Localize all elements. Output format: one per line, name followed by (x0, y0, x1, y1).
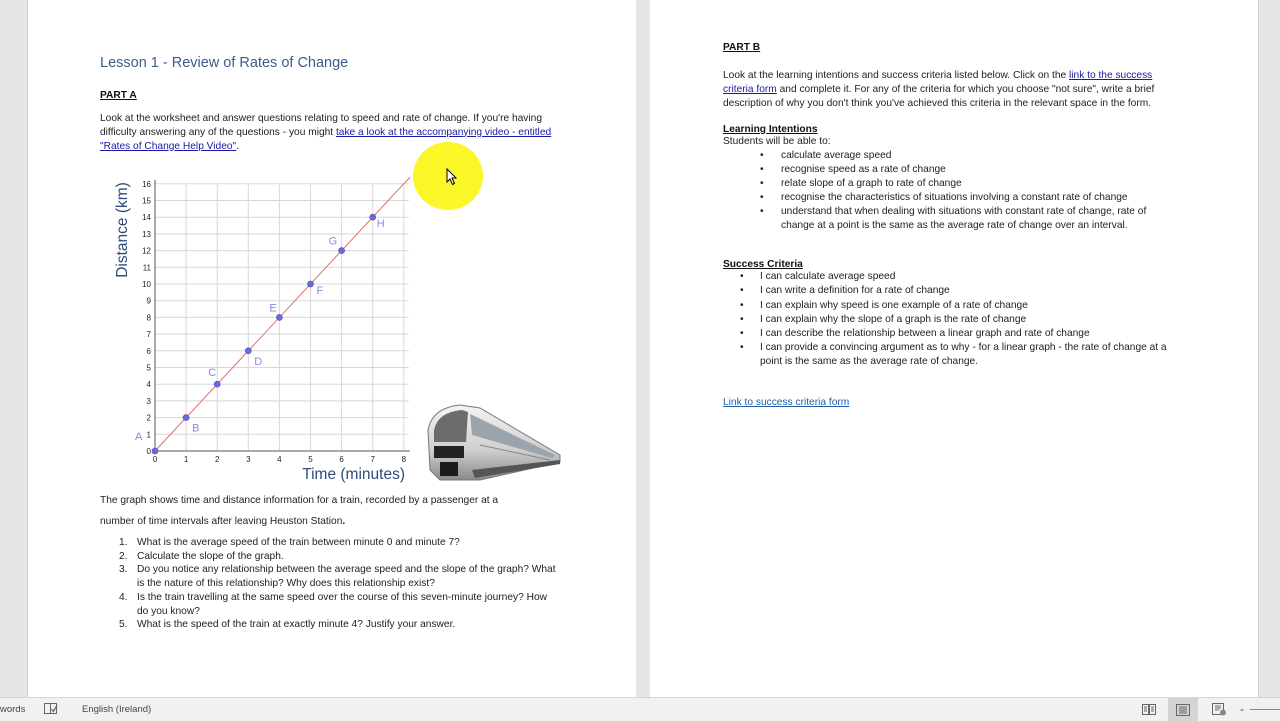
question-item (100, 563, 560, 590)
question-item (100, 618, 560, 632)
question-item (100, 536, 560, 550)
graph-description-text: number of time intervals after leaving Heuston Station (100, 516, 343, 527)
x-tick-label: 6 (339, 455, 344, 464)
question-text: Do you notice any relationship between the average speed and the slope of the graph? What is the nature of this relationship? Why does this relationship exist? (137, 564, 556, 590)
zoom-slider[interactable] (1250, 709, 1280, 710)
language-indicator[interactable]: English (Ireland) (82, 704, 152, 715)
data-point-H (370, 214, 376, 220)
question-text: Is the train travelling at the same speed over the course of this seven-minute journey? How do you know? (137, 591, 547, 617)
learning-intention-text: recognise speed as a rate of change (781, 163, 946, 175)
success-criterion-item (740, 270, 1180, 284)
learning-intention-text: recognise the characteristics of situations involving a constant rate of change (781, 192, 1128, 204)
intro-text-end: and complete it. For any of the criteria for which you choose "not sure", write a brief description of why you don't think you've achieved this criteria in the relevant space in the form. (723, 83, 1155, 109)
y-tick-label: 1 (146, 430, 151, 440)
success-criterion-text: I can calculate average speed (760, 271, 896, 283)
word-count[interactable]: words (0, 704, 26, 715)
data-point-A (152, 448, 158, 454)
learning-intention-text: calculate average speed (781, 149, 892, 161)
status-bar (0, 697, 1280, 721)
y-tick-label: 16 (142, 179, 151, 189)
web-layout-icon[interactable] (1204, 698, 1234, 721)
intro-text-end: . (236, 140, 240, 152)
data-point-label: C (208, 367, 217, 380)
graph-description (100, 490, 570, 532)
y-tick-label: 3 (146, 396, 151, 406)
graph-description-period: . (342, 516, 346, 527)
x-axis-label: Time (minutes) (302, 466, 405, 483)
page-title: Lesson 1 - Review of Rates of Change (100, 55, 349, 71)
y-tick-label: 0 (146, 447, 151, 456)
learning-intentions-list (760, 149, 1175, 234)
print-layout-icon[interactable] (1168, 698, 1198, 721)
success-criterion-item (740, 341, 1180, 369)
chart-ticks (142, 180, 406, 464)
proofing-check-icon[interactable] (44, 702, 58, 718)
learning-intentions-lead: Students will be able to: (723, 136, 831, 147)
bullet-icon: • (740, 313, 744, 325)
help-video-link[interactable]: take a look at the accompanying video - entitled "Rates of Change Help Video" (100, 126, 552, 152)
bullet-icon: • (740, 341, 744, 353)
question-number: 1. (119, 537, 128, 548)
y-tick-label: 5 (146, 363, 151, 373)
y-tick-label: 15 (142, 196, 151, 206)
graph-description-line-2 (100, 511, 570, 532)
bullet-icon: • (760, 163, 764, 175)
read-mode-icon[interactable] (1134, 698, 1164, 721)
success-criterion-item (740, 313, 1180, 327)
bullet-icon: • (760, 177, 764, 189)
x-tick-label: 1 (183, 455, 189, 464)
y-tick-label: 13 (142, 229, 151, 239)
success-criteria-form-inline-link[interactable]: link to the success criteria form (723, 70, 1153, 95)
learning-intention-item (760, 149, 1175, 163)
distance-time-graph (100, 170, 420, 490)
bullet-icon: • (760, 206, 764, 218)
question-text: What is the average speed of the train between minute 0 and minute 7? (137, 537, 460, 548)
success-criterion-item (740, 284, 1180, 298)
part-a-intro (100, 112, 560, 153)
x-tick-label: 5 (308, 455, 313, 464)
data-point-B (183, 415, 189, 421)
train-icon (420, 400, 565, 485)
learning-intention-text: understand that when dealing with situations with constant rate of change, rate of change at a point is the same as the average rate of change over an interval. (781, 206, 1147, 232)
bullet-icon: • (740, 271, 744, 283)
question-item (100, 550, 560, 564)
question-item (100, 591, 560, 618)
bullet-icon: • (740, 299, 744, 311)
question-number: 5. (119, 619, 128, 631)
part-b-heading: PART B (723, 42, 761, 53)
y-tick-label: 9 (146, 296, 151, 306)
data-point-D (245, 348, 251, 354)
y-tick-label: 8 (146, 313, 151, 323)
learning-intention-item (760, 177, 1175, 191)
learning-intention-text: relate slope of a graph to rate of change (781, 177, 962, 189)
intro-text: Look at the worksheet and answer questions relating to speed and rate of change. If you're having difficulty answering any of the questions - you might (100, 113, 542, 138)
question-number: 3. (119, 564, 128, 576)
success-criteria-heading: Success Criteria (723, 259, 803, 271)
y-tick-label: 10 (142, 280, 151, 289)
zoom-out-button[interactable]: - (1240, 702, 1244, 716)
part-a-heading: PART A (100, 90, 137, 101)
x-tick-label: 3 (246, 455, 251, 464)
data-point-label: H (376, 218, 385, 231)
x-tick-label: 8 (401, 455, 407, 464)
bullet-icon: • (760, 149, 764, 161)
success-criterion-text: I can provide a convincing argument as to why - for a linear graph - the rate of change at a point is the same as the average rate of change. (760, 341, 1167, 367)
bullet-icon: • (760, 192, 764, 204)
bullet-icon: • (740, 327, 744, 339)
success-criterion-text: I can explain why speed is one example of a rate of change (760, 299, 1028, 311)
success-criteria-form-link[interactable]: Link to success criteria form (723, 397, 850, 409)
question-number: 2. (119, 550, 128, 562)
y-tick-label: 2 (146, 413, 151, 423)
y-tick-label: 7 (146, 330, 151, 340)
bullet-icon: • (740, 285, 744, 297)
success-criteria-list (740, 270, 1180, 369)
data-point-F (308, 281, 314, 287)
success-criterion-text: I can describe the relationship between a linear graph and rate of change (760, 327, 1090, 339)
success-criterion-text: I can explain why the slope of a graph is the rate of change (760, 313, 1027, 325)
data-point-G (339, 248, 345, 254)
learning-intention-item (760, 163, 1175, 177)
mouse-cursor-icon (446, 168, 458, 186)
data-point-label: E (269, 302, 277, 315)
intro-text: Look at the learning intentions and success criteria listed below. Click on the (723, 70, 1070, 81)
x-tick-label: 7 (370, 455, 375, 464)
data-point-label: D (254, 355, 263, 368)
success-criterion-text: I can write a definition for a rate of change (760, 285, 950, 297)
part-b-intro (723, 69, 1183, 110)
x-tick-label: 0 (152, 455, 158, 464)
y-axis-label: Distance (km) (114, 182, 131, 278)
data-point-label: A (135, 431, 143, 443)
graph-description-line-1: The graph shows time and distance information for a train, recorded by a passenger at a (100, 495, 499, 506)
question-number: 4. (119, 591, 128, 603)
y-tick-label: 14 (142, 213, 151, 223)
data-point-label: F (316, 285, 324, 297)
data-point-label: G (328, 235, 338, 248)
part-b-body (723, 124, 1183, 410)
success-criterion-item (740, 299, 1180, 313)
y-tick-label: 12 (142, 246, 151, 256)
x-tick-label: 2 (214, 455, 220, 464)
x-tick-label: 4 (277, 455, 282, 464)
data-point-C (214, 381, 220, 387)
y-tick-label: 4 (146, 380, 151, 390)
y-tick-label: 11 (142, 263, 151, 273)
learning-intention-item (760, 191, 1175, 205)
learning-intentions-heading: Learning Intentions (723, 124, 818, 135)
question-text: Calculate the slope of the graph. (137, 550, 284, 562)
data-point-label: B (192, 422, 200, 435)
data-point-E (276, 314, 282, 320)
question-list (100, 536, 560, 632)
success-criterion-item (740, 327, 1180, 341)
y-tick-label: 6 (146, 346, 151, 356)
question-text: What is the speed of the train at exactly minute 4? Justify your answer. (137, 619, 456, 631)
learning-intention-item (760, 205, 1175, 233)
